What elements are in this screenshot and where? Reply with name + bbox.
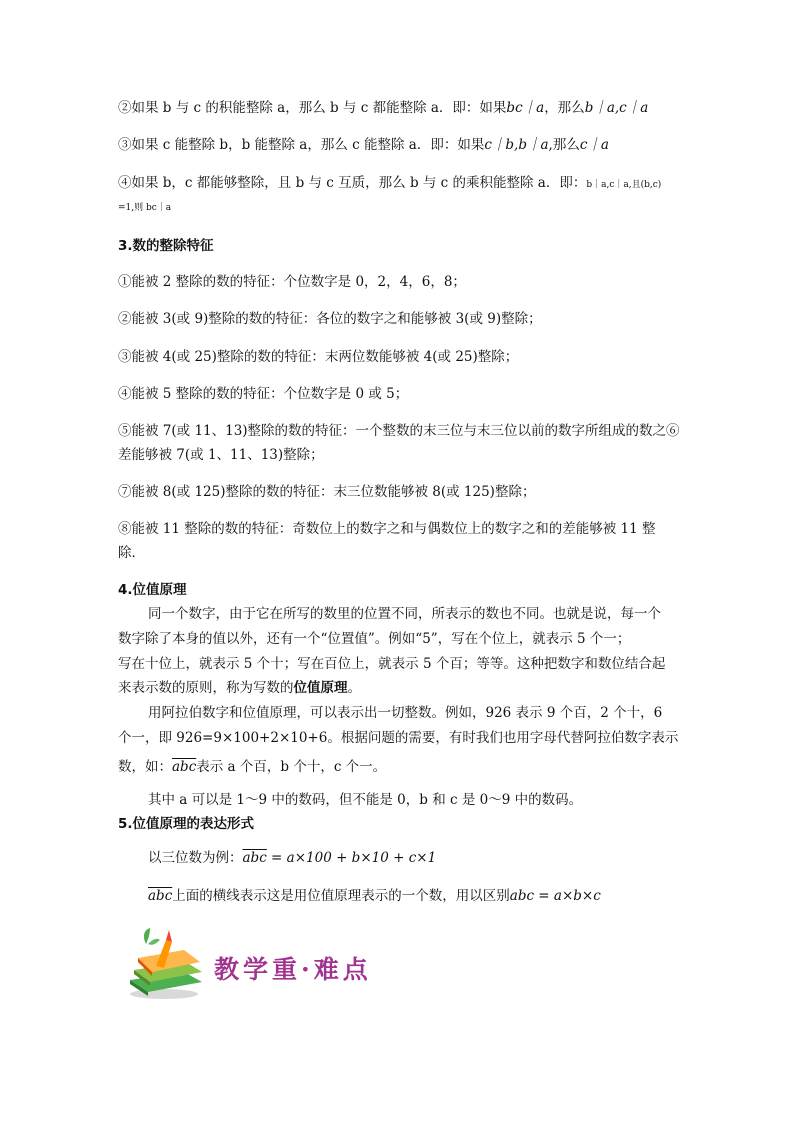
feature-7: ⑦能被 8(或 125)整除的数的特征：末三位数能够被 8(或 125)整除；: [118, 484, 536, 500]
heading-4: 4.位值原理: [118, 582, 187, 598]
section-banner-title: 教学重·难点: [214, 955, 372, 984]
feature-8: ⑧能被 11 整除的数的特征：奇数位上的数字之和与偶数位上的数字之和的差能够被 11 整: [118, 521, 656, 537]
para2-line1: 用阿拉伯数字和位值原理，可以表示出一切整数。例如，926 表示 9 个百，2 个十，6: [148, 705, 663, 721]
heading-3: 3.数的整除特征: [118, 238, 214, 254]
feature-5-cont: 差能够被 7(或 1、11、13)整除；: [118, 447, 324, 463]
heading-5: 5.位值原理的表达形式: [118, 816, 255, 832]
para2-line3: 数，如：$\overline{abc}$表示 a 个百，b 个十，c 个一。: [118, 759, 387, 775]
feature-1: ①能被 2 整除的数的特征：个位数字是 0，2，4，6，8；: [118, 274, 466, 290]
para1-line1: 同一个数字，由于它在所写的数里的位置不同，所表示的数也不同。也就是说，每一个: [148, 606, 661, 622]
para1-line2: 数字除了本身的值以外，还有一个“位置值”。例如“5”，写在个位上，就表示 5 个一；: [118, 631, 631, 647]
para1-line4: 来表示数的原则，称为写数的位值原理。: [118, 680, 361, 696]
books-logo-icon: [124, 922, 208, 1000]
note-line: $\overline{abc}$上面的横线表示这是用位值原理表示的一个数，用以区别abc = a×b×c: [148, 888, 601, 904]
feature-8-cont: 除．: [118, 545, 145, 561]
item-4-line: ④如果 b，c 都能够整除，且 b 与 c 互质，那么 b 与 c 的乘积能整除 a．即：b｜a,c｜a,且(b,c): [118, 175, 662, 191]
para3: 其中 a 可以是 1～9 中的数码，但不能是 0，b 和 c 是 0～9 中的数码。: [148, 792, 583, 808]
feature-3: ③能被 4(或 25)整除的数的特征：末两位数能够被 4(或 25)整除；: [118, 349, 519, 365]
para1-line3: 写在十位上，就表示 5 个十；写在百位上，就表示 5 个百；等等。这种把数字和数位结合起: [118, 656, 666, 672]
expression-line: 以三位数为例：$\overline{abc} = a\times 100 + b\times 10 + c\times 1$: [148, 850, 437, 866]
feature-5: ⑤能被 7(或 11、13)整除的数的特征：一个整数的末三位与末三位以前的数字所组成的数之⑥: [118, 423, 680, 439]
item-4-continuation: =1,则 bc｜a: [118, 203, 172, 213]
feature-4: ④能被 5 整除的数的特征：个位数字是 0 或 5；: [118, 386, 409, 402]
item-2-line: ②如果 b 与 c 的积能整除 a，那么 b 与 c 都能整除 a．即：如果bc｜a，那么b｜a,c｜a: [118, 100, 649, 116]
para2-line2: 个一，即 926=9×100+2×10+6。根据问题的需要，有时我们也用字母代替阿拉伯数字表示: [118, 730, 679, 746]
item-3-line: ③如果 c 能整除 b，b 能整除 a，那么 c 能整除 a．即：如果c｜b,b｜a,那么c｜a: [118, 137, 609, 153]
feature-2: ②能被 3(或 9)整除的数的特征：各位的数字之和能够被 3(或 9)整除；: [118, 311, 542, 327]
